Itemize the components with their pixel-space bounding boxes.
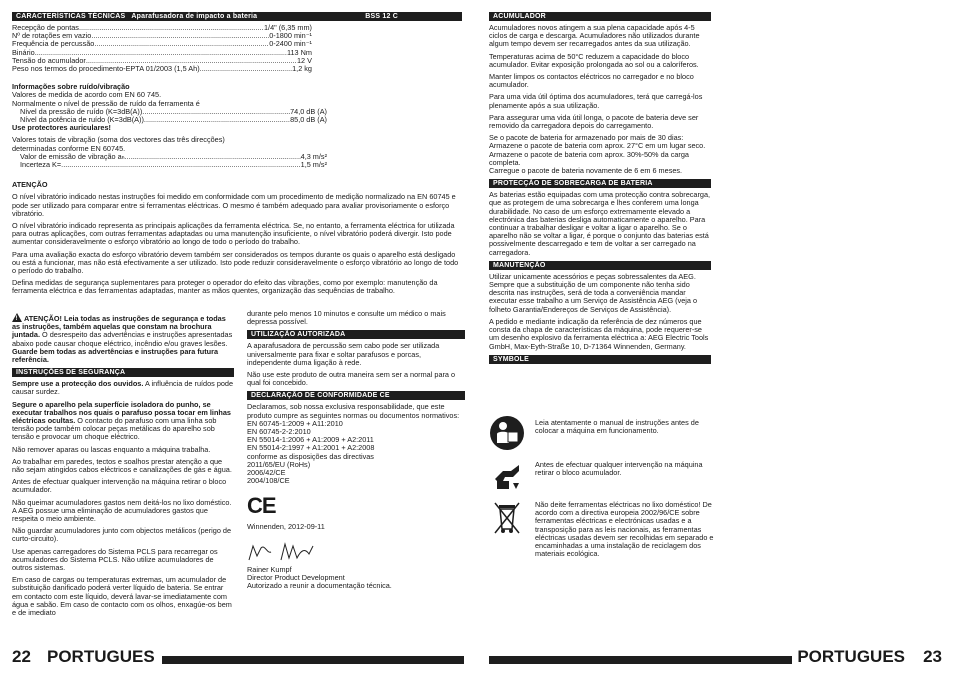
ce-norm: EN 55014-2:1997 + A1:2001 + A2:2008 bbox=[247, 443, 375, 453]
symbol-row bbox=[489, 457, 714, 493]
symbol-row bbox=[489, 499, 714, 558]
symbol-text: Leia atentamente o manual de instruções antes de colocar a máquina em funcionamento. bbox=[535, 418, 699, 436]
ce-norm: EN 55014-1:2006 + A1:2009 + A2:2011 bbox=[247, 435, 374, 445]
safety-paragraph: Use apenas carregadores do Sistema PCLS para recarregar os acumuladores do Sistema PCLS. Não utilize acumuladores de outros sistemas. bbox=[12, 546, 218, 573]
vibration-row: Valor de emissão de vibração aₕ ..... 4,3 m/s² bbox=[12, 153, 327, 161]
place-date: Winnenden, 2012-09-11 bbox=[247, 522, 325, 532]
storage-line: Se o pacote de bateria for armazenado por mais de 30 dias: bbox=[489, 133, 684, 143]
model-number: BSS 12 C bbox=[365, 13, 398, 20]
noise-title: Informações sobre ruído/vibração bbox=[12, 82, 130, 92]
ce-norm: conforme as disposições das directivas bbox=[247, 451, 374, 461]
right-footer bbox=[489, 647, 942, 667]
page-number: 23 bbox=[923, 647, 942, 666]
right-page bbox=[477, 0, 954, 677]
noise-row: Nível da potência de ruído (K=3dB(A)) ..... 85,0 dB (A) bbox=[12, 116, 327, 124]
warning-block: !ATENÇÃO! Leia todas as instruções de segurança e todas as instruções, também aquelas que constam na brochura juntada. O desrespeito das advertências e instruções apresentadas abaixo pode causar choque eléctrico, incêndio e/ou graves lesões. Guarde bem todas as advertências e instruções para futura referência. bbox=[12, 313, 234, 364]
spec-list bbox=[12, 24, 312, 73]
maintenance-paragraph: Utilizar unicamente acessórios e peças sobressalentes da AEG. Sempre que a substituição de um componente não tenha sido descrita nas instruções, será de toda a conveniência mandar executar esse trabalho a um Serviço de Assistência AEG (veja o folheto Garantia/Endereços de Serviços de Assistência). bbox=[489, 271, 698, 314]
spec-row: Binário ..... 113 Nm bbox=[12, 49, 312, 57]
atencao-title: ATENÇÃO bbox=[12, 180, 48, 190]
page-number: 22 bbox=[12, 647, 31, 666]
continued-paragraph: durante pelo menos 10 minutos e consulte um médico o mais depressa possível. bbox=[247, 309, 446, 327]
battery-header: ACUMULADOR bbox=[489, 12, 711, 21]
overload-header: PROTECÇÃO DE SOBRECARGA DE BATERIA bbox=[489, 179, 711, 188]
noise-section bbox=[12, 83, 327, 169]
noise-row: Nível da pressão de ruído (K=3dB(A)) ..... 74,0 dB (A) bbox=[12, 108, 327, 116]
weee-crossed-bin-icon bbox=[489, 499, 525, 535]
battery-paragraph: Para uma vida útil óptima dos acumuladores, terá que carregá-los plenamente após a sua utilização. bbox=[489, 92, 703, 110]
battery-paragraph: Temperaturas acima de 50°C reduzem a capacidade do bloco acumulador. Evitar exposição prolongada ao sol ou a caloríferos. bbox=[489, 51, 699, 69]
safety-paragraph: Não guardar acumuladores junto com objectos metálicos (perigo de curto-circuito). bbox=[12, 526, 232, 544]
tech-specs-title: CARACTERÍSTICAS TÉCNICAS bbox=[16, 13, 126, 20]
left-top-column bbox=[12, 12, 462, 300]
safety-paragraph: Antes de efectuar qualquer intervenção na máquina retirar o bloco acumulador. bbox=[12, 477, 227, 495]
ear-protect-note: Use protectores auriculares! bbox=[12, 123, 111, 133]
symbol-text: Antes de efectuar qualquer intervenção na máquina retirar o bloco acumulador. bbox=[535, 460, 703, 478]
tech-specs-subtitle: Aparafusadora de impacto a bateria bbox=[131, 13, 258, 20]
signer-name: Rainer Kumpf bbox=[247, 564, 292, 574]
ce-norm: EN 60745-2-2:2010 bbox=[247, 427, 311, 437]
battery-paragraph: Manter limpos os contactos eléctricos no carregador e no bloco acumulador. bbox=[489, 72, 694, 90]
tech-specs-header bbox=[12, 12, 462, 21]
spec-row: Nº de rotações em vazio ..... 0-1800 min⁻¹ bbox=[12, 32, 312, 40]
vibration-row: Incerteza K= ..... 1,5 m/s² bbox=[12, 161, 327, 169]
ce-norm: 2011/65/EU (RoHs) bbox=[247, 459, 311, 469]
storage-line: Carregue o pacote de bateria novamente de 6 em 6 meses. bbox=[489, 166, 683, 176]
symbol-text: Não deite ferramentas eléctricas no lixo doméstico! De acordo com a directiva europeia 2002/96/CE sobre ferramentas eléctricas e electrónicas usadas e a transposição para as leis nacionais, as ferramentas eléctricas usadas devem ser recolhidas em separado e encaminhadas a uma instalação de reciclagem dos materiais ecológica. bbox=[535, 500, 714, 559]
atencao-paragraph: Para uma avaliação exacta do esforço vibratório devem também ser considerados os tempos durante os quais o aparelho está desligado ou está a funcionar, mas não está efectivamente a ser utilizado. Isto pode reduzir consideravelmente o esforço vibratório ao longo de todo o período do trabalho. bbox=[12, 249, 459, 276]
storage-line: Armazene o pacote de bateria com aprox. 27°C em um lugar seco. bbox=[489, 141, 706, 151]
safety-paragraph: Ao trabalhar em paredes, tectos e soalhos prestar atenção a que não sejam atingidos cabos eléctricos e canalizações de gás e água. bbox=[12, 456, 232, 475]
atencao-section bbox=[12, 181, 462, 295]
usage-paragraph: A aparafusadora de percussão sem cabo pode ser utilizada universalmente para fixar e soltar parafusos e porcas, independente duma ligação à rede. bbox=[247, 341, 440, 367]
symbol-row bbox=[489, 415, 714, 451]
spec-row: Tensão do acumulador ..... 12 V bbox=[12, 57, 312, 65]
spec-row: Frequência de percussão ..... 0-2400 min⁻¹ bbox=[12, 40, 312, 48]
spec-row: Recepção de pontas ..... 1/4" (6,35 mm) bbox=[12, 24, 312, 32]
symbols-list bbox=[489, 415, 714, 564]
maintenance-header: MANUTENÇÃO bbox=[489, 261, 711, 270]
ce-norm: EN 60745-1:2009 + A11:2010 bbox=[247, 418, 343, 428]
usage-header: UTILIZAÇÃO AUTORIZADA bbox=[247, 330, 465, 339]
atencao-paragraph: Defina medidas de segurança suplementares para proteger o operador do efeito das vibrações, como por exemplo: manutenção da ferramenta eléctrica e das ferramentas adaptadas, manter as mãos quentes, organização das sequências de trabalho. bbox=[12, 278, 438, 296]
ce-text: Declaramos, sob nossa exclusiva responsabilidade, que este produto cumpre as seguintes normas ou documentos normativos: bbox=[247, 402, 460, 420]
maintenance-paragraph: A pedido e mediante indicação da referência de dez números que consta da chapa de características da máquina, pode requerer-se um desenho explosivo da ferramenta eléctrica a: AEG Electric Tools GmbH, Max-Eyth-Straße 10, D-71364 Winnenden, Germany. bbox=[489, 316, 709, 351]
storage-line: Armazene o pacote de bateria com aprox. 30%-50% da carga completa. bbox=[489, 149, 689, 167]
battery-remove-icon bbox=[489, 457, 525, 493]
signature-icon bbox=[247, 540, 337, 564]
safety-paragraph: Sempre use a protecção dos ouvidos. A influência de ruídos pode causar surdez. bbox=[12, 379, 234, 397]
ce-declaration-header: DECLARAÇÃO DE CONFORMIDADE CE bbox=[247, 391, 465, 400]
safety-paragraph: Segure o aparelho pela superfície isoladora do punho, se executar trabalhos nos quais o parafuso possa tocar em linhas eléctricas ocultas. O contacto do parafuso com uma linha sob tensão pode também colocar peças metálicas do aparelho sob tensão e provocar um choque eléctrico. bbox=[12, 399, 231, 442]
usage-ce-column bbox=[247, 310, 465, 590]
safety-paragraph: Em caso de cargas ou temperaturas extremas, um acumulador de substituição danificado poderá verter líquido de bateria. Se entrar em contacto com este líquido, deverá lavar-se imediatamente com água e sabão. Em caso de contacto com os olhos, enxagúe-os bem e de imediato bbox=[12, 575, 232, 618]
ce-mark-icon: CE bbox=[247, 493, 276, 519]
usage-paragraph: Não use este produto de outra maneira sem ser a normal para o qual foi concebido. bbox=[247, 370, 456, 388]
page-language-title: PORTUGUES bbox=[47, 647, 155, 666]
footer-bar bbox=[162, 656, 464, 664]
ce-norm: 2006/42/CE bbox=[247, 468, 286, 478]
footer-bar bbox=[489, 656, 792, 664]
left-footer bbox=[12, 647, 464, 667]
noise-typical: Normalmente o nível de pressão de ruído da ferramenta é bbox=[12, 98, 200, 108]
vibration-intro: Valores totais de vibração (soma dos vectores das três direcções) determinadas conforme EN 60745. bbox=[12, 135, 225, 153]
battery-paragraph: Para assegurar uma vida útil longa, o pacote de bateria deve ser removido da carregadora depois do carregamento. bbox=[489, 112, 699, 131]
noise-intro: Valores de medida de acordo com EN 60 745. bbox=[12, 90, 162, 100]
safety-paragraph: Não remover aparas ou lascas enquanto a máquina trabalha. bbox=[12, 444, 211, 454]
safety-header: INSTRUÇÕES DE SEGURANÇA bbox=[12, 368, 234, 377]
signer-title: Director Product Development bbox=[247, 572, 345, 582]
read-manual-icon bbox=[489, 415, 525, 451]
page-language-title: PORTUGUES bbox=[797, 647, 905, 666]
warning-triangle-icon bbox=[12, 313, 22, 322]
atencao-paragraph: O nível vibratório indicado nestas instruções foi medido em conformidade com um procedimento de medição normalizado na EN 60745 e pode ser utilizado para comparar entre si ferramentas eléctricas. O mesmo é também adequado para avaliar provisoriamente o esforço vibratório. bbox=[12, 192, 456, 218]
safety-column bbox=[12, 313, 234, 621]
battery-paragraph: Acumuladores novos atingem a sua plena capacidade após 4-5 ciclos de carga e descarga. Acumuladores não utilizados durante algum tempo devem ser recarregados antes da sua utilização. bbox=[489, 23, 700, 49]
atencao-paragraph: O nível vibratório indicado representa as principais aplicações da ferramenta eléctrica. Se, no entanto, a ferramenta eléctrica for utilizada para outras aplicações, com outras ferramentas adaptadas ou uma manutenção insuficiente, o nível vibratório poderá divergir. Isto pode aumentar consideravelmente o esforço vibratório ao longo de todo o período do trabalho. bbox=[12, 221, 455, 247]
spec-row: Peso nos termos do procedimento-EPTA 01/2003 (1,5 Ah) ..... 1,2 kg bbox=[12, 65, 312, 73]
safety-paragraph: Não queimar acumuladores gastos nem deitá-los no lixo doméstico. A AEG possue uma eliminação de acumuladores gastos que respeita o meio ambiente. bbox=[12, 497, 232, 524]
signer-authorization: Autorizado a reunir a documentação técnica. bbox=[247, 581, 392, 591]
ce-norm: 2004/108/CE bbox=[247, 476, 290, 486]
symbols-header: SYMBOLE bbox=[489, 355, 711, 364]
overload-paragraph: As baterias estão equipadas com uma protecção contra sobrecarga, que as protegem de uma sobrecarga e lhes conferem uma longa durabilidade. No caso de um esforço extremamente elevado a electrónica das baterias desliga automaticamente o aparelho. Para continuar a trabalhar desligar e voltar a ligar o aparelho. Se o aparelho não se voltar a ligar, é porque o conjunto das baterias está possivelmente descarregado e tem de voltar a ser carregado na carregadora. bbox=[489, 190, 711, 257]
right-column bbox=[489, 12, 711, 367]
